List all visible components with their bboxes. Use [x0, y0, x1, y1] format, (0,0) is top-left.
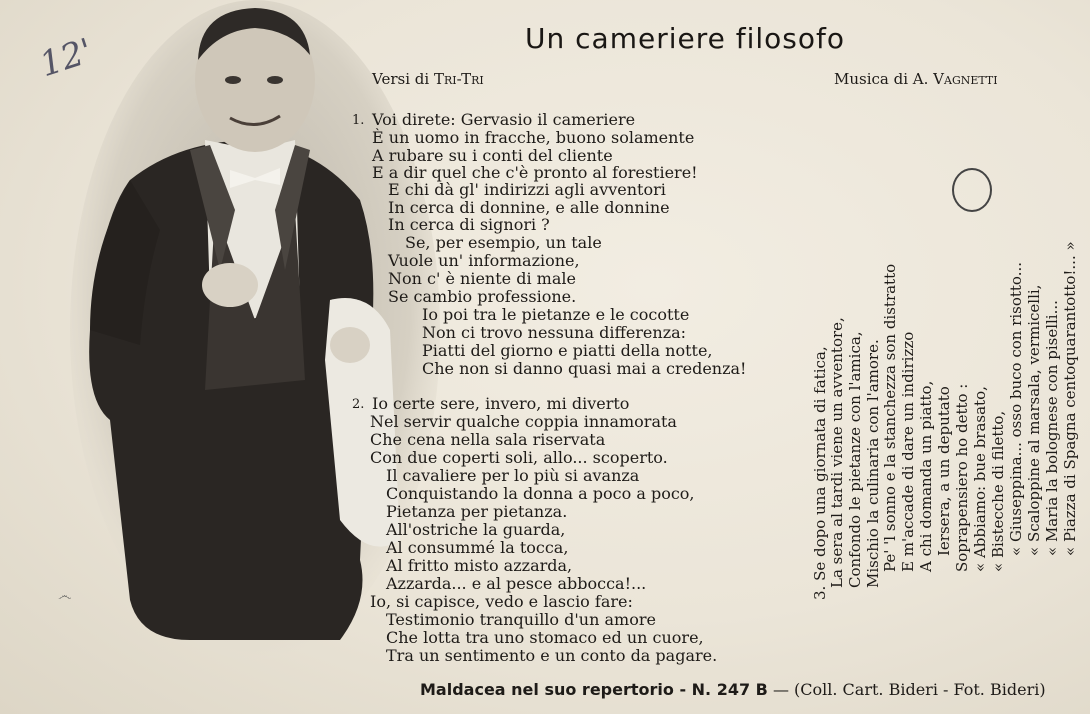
verse-line: E chi dà gl' indirizzi agli avventori — [388, 180, 666, 199]
composer-name: Vagnetti — [933, 70, 998, 88]
repertoire-label: Maldacea nel suo repertorio - N. 247 B — [420, 680, 768, 699]
verse-line: E m'accade di dare un indirizzo — [899, 331, 917, 572]
publisher-footer — [420, 680, 1046, 699]
verse-line: Io poi tra le pietanze e le cocotte — [422, 305, 690, 324]
verse-line: « Bistecche di filetto, — [989, 410, 1007, 572]
artist-mark: ෴ — [58, 588, 72, 604]
verse-line: « Giuseppina... osso buco con risotto... — [1007, 261, 1025, 556]
verse-line: Che lotta tra uno stomaco ed un cuore, — [386, 628, 704, 647]
waiter-portrait — [70, 0, 440, 660]
verse-line: Voi direte: Gervasio il cameriere — [372, 110, 636, 129]
composer-credit — [834, 70, 998, 88]
verse-line: Pe' 'l sonno e la stanchezza son distratto — [881, 263, 899, 572]
verse-line: È un uomo in fracche, buono solamente — [372, 128, 695, 147]
lyricist-credit — [372, 70, 484, 88]
collection-credit: — (Coll. Cart. Bideri - Fot. Bideri) — [767, 680, 1046, 699]
composer-prefix: Musica di A. — [834, 70, 934, 88]
stanza-3-rotated — [812, 180, 1090, 600]
handwritten-note: 12' — [35, 30, 98, 86]
stanza-2-number: 2. — [352, 397, 365, 412]
verse-line: Iersera, a un deputato — [935, 386, 953, 556]
page-title: Un cameriere filosofo — [525, 22, 845, 55]
verse-line: Il cavaliere per lo più si avanza — [386, 466, 640, 485]
verse-line: Con due coperti soli, allo... scoperto. — [370, 448, 668, 467]
stanza-1-number: 1. — [352, 113, 365, 128]
verse-line: Soprapensiero ho detto : — [953, 383, 971, 572]
verse-line: Se cambio professione. — [388, 287, 577, 306]
verse-line: Non c' è niente di male — [388, 269, 576, 288]
verse-line: Nel servir qualche coppia innamorata — [370, 412, 677, 431]
verse-line: « Piazza di Spagna centoquarantotto!... » — [1061, 241, 1079, 556]
verse-line: Se, per esempio, un tale — [405, 233, 602, 252]
verse-line: Che non si danno quasi mai a credenza! — [422, 359, 747, 378]
verse-line: Io, si capisce, vedo e lascio fare: — [370, 592, 633, 611]
lyricist-name: Tri-Tri — [433, 70, 484, 88]
verse-line: Che cena nella sala riservata — [370, 430, 606, 449]
verse-line: « Abbiamo: bue brasato, — [971, 386, 989, 572]
lyricist-prefix: Versi di — [372, 70, 434, 88]
verse-line: Al fritto misto azzarda, — [386, 556, 573, 575]
verse-line: Vuole un' informazione, — [388, 251, 580, 270]
verse-line: « Maria la bolognese con piselli... — [1043, 300, 1061, 556]
verse-line: Al consummé la tocca, — [386, 538, 569, 557]
verse-line: In cerca di donnine, e alle donnine — [388, 198, 670, 217]
verse-line: E a dir quel che c'è pronto al forestiere! — [372, 163, 698, 182]
verse-line: Pietanza per pietanza. — [386, 502, 568, 521]
verse-line: 3. Se dopo una giornata di fatica, — [811, 346, 829, 600]
verse-line: A chi domanda un piatto, — [917, 380, 935, 572]
verse-line: A rubare su i conti del cliente — [372, 146, 613, 165]
verse-line: Mischio la culinaria con l'amore. — [864, 339, 882, 588]
verse-line: In cerca di signori ? — [388, 215, 550, 234]
verse-line: Io certe sere, invero, mi diverto — [372, 394, 630, 413]
verse-line: Piatti del giorno e piatti della notte, — [422, 341, 713, 360]
verse-line: La sera al tardi viene un avventore, — [828, 317, 846, 588]
verse-line: Azzarda... e al pesce abbocca!... — [386, 574, 647, 593]
verse-line: « Scaloppine al marsala, vermicelli, — [1025, 284, 1043, 556]
verse-line: Testimonio tranquillo d'un amore — [386, 610, 656, 629]
verse-line: Tra un sentimento e un conto da pagare. — [386, 646, 718, 665]
verse-line: Confondo le pietanze con l'amica, — [846, 331, 864, 588]
verse-line: Conquistando la donna a poco a poco, — [386, 484, 695, 503]
verse-line: Non ci trovo nessuna differenza: — [422, 323, 687, 342]
verse-line: All'ostriche la guarda, — [386, 520, 566, 539]
